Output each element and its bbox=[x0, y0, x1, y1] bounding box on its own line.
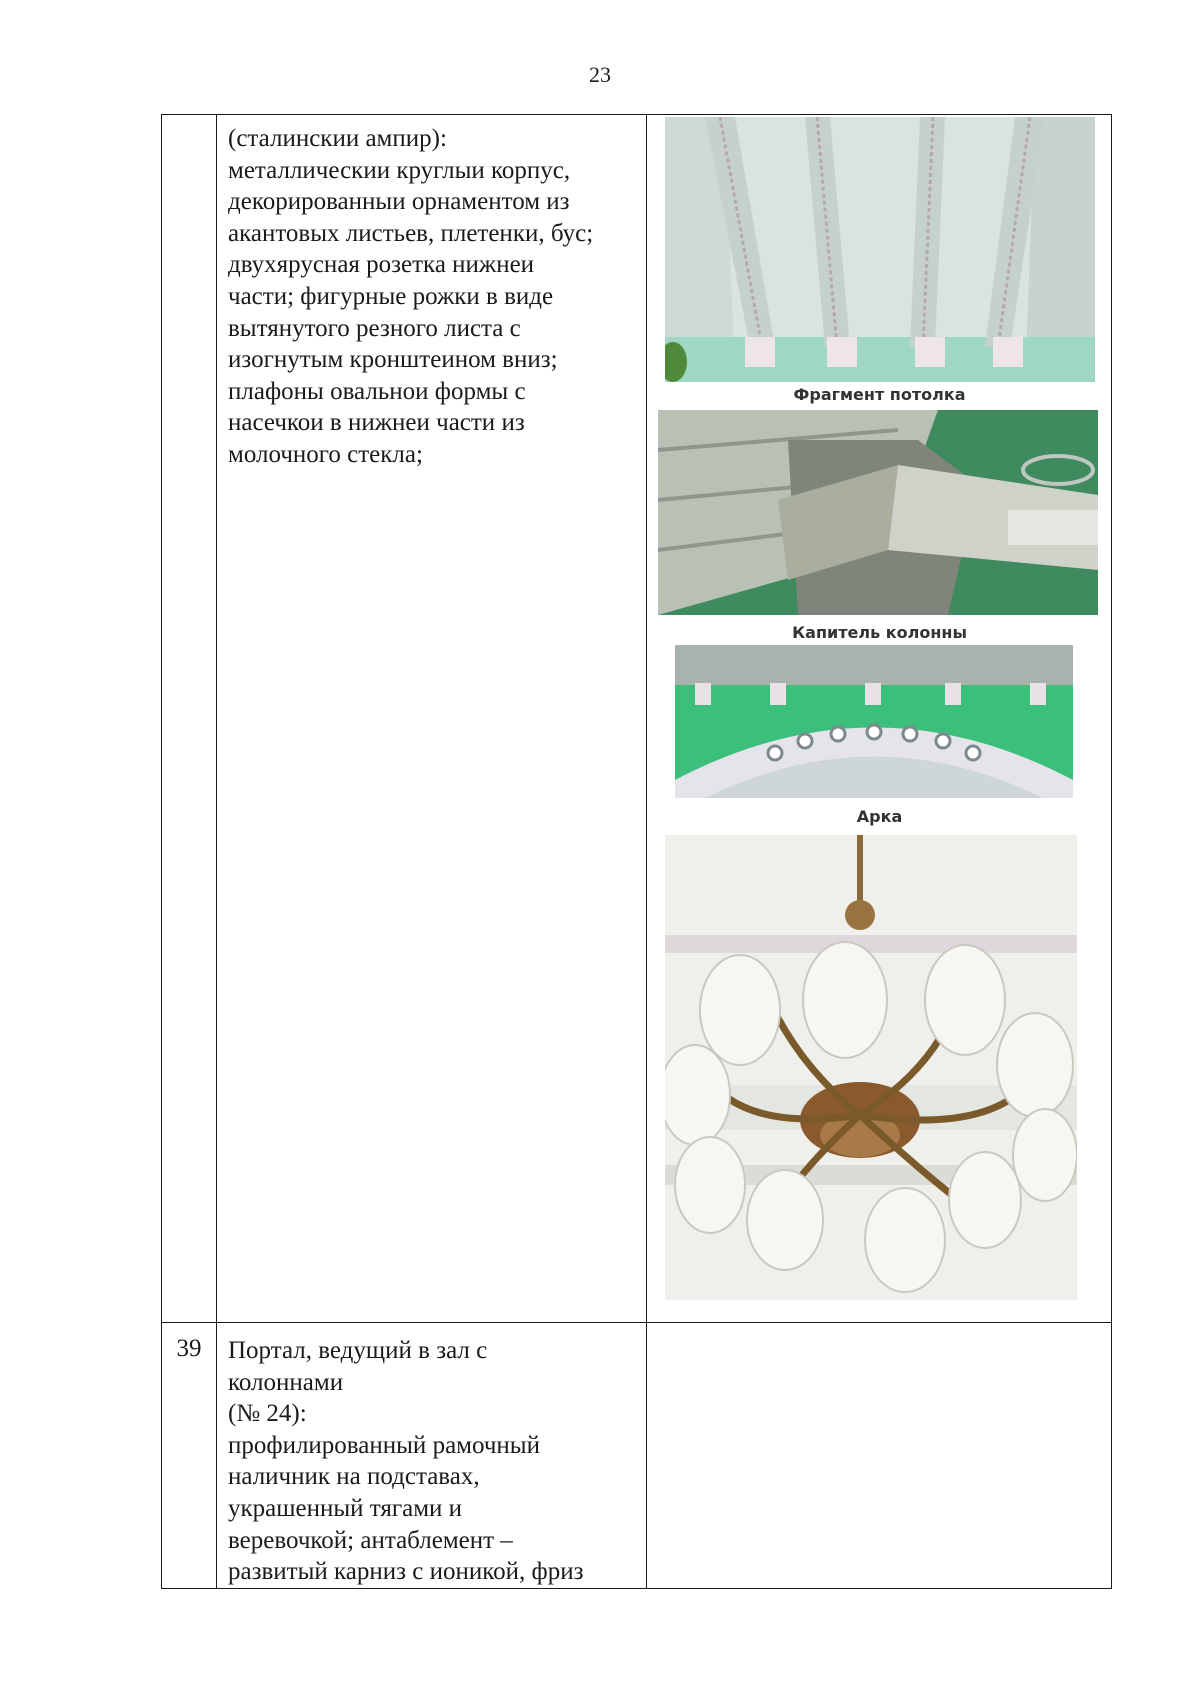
column-capital-caption: Капитель колонны bbox=[792, 623, 967, 642]
row-number bbox=[162, 115, 217, 1323]
table-row bbox=[162, 115, 1112, 1323]
page-number: 23 bbox=[589, 62, 611, 87]
row-description: Портал, ведущий в зал с колоннами (№ 24): профилированный рамочный наличник на подставах, украшенный тягами и веревочкой; антаблемент – развитый карниз с ионикой, фриз bbox=[217, 1323, 647, 1589]
arch-caption: Арка bbox=[856, 807, 903, 826]
row-images-empty bbox=[647, 1323, 1112, 1589]
row-description: (сталинскии ампир): металлическии круглыи корпус, декорированныи орнаментом из акантовых листьев, плетенки, бус; двухярусная розетка нижнеи части; фигурные рожки в виде вытянутого резного листа с изогнутым кронштеином вниз; плафоны овальнои формы с насечкои в нижнеи части из молочного стекла; bbox=[217, 115, 647, 1323]
row-number: 39 bbox=[162, 1323, 217, 1589]
ceiling-fragment-photo bbox=[665, 117, 1095, 382]
row-images bbox=[647, 115, 1112, 1323]
spec-table bbox=[161, 114, 1112, 1589]
table-row bbox=[162, 1323, 1112, 1589]
arch-photo bbox=[675, 645, 1073, 798]
ceiling-fragment-caption: Фрагмент потолка bbox=[793, 385, 966, 404]
chandelier-photo bbox=[665, 835, 1077, 1300]
column-capital-photo bbox=[658, 410, 1098, 615]
